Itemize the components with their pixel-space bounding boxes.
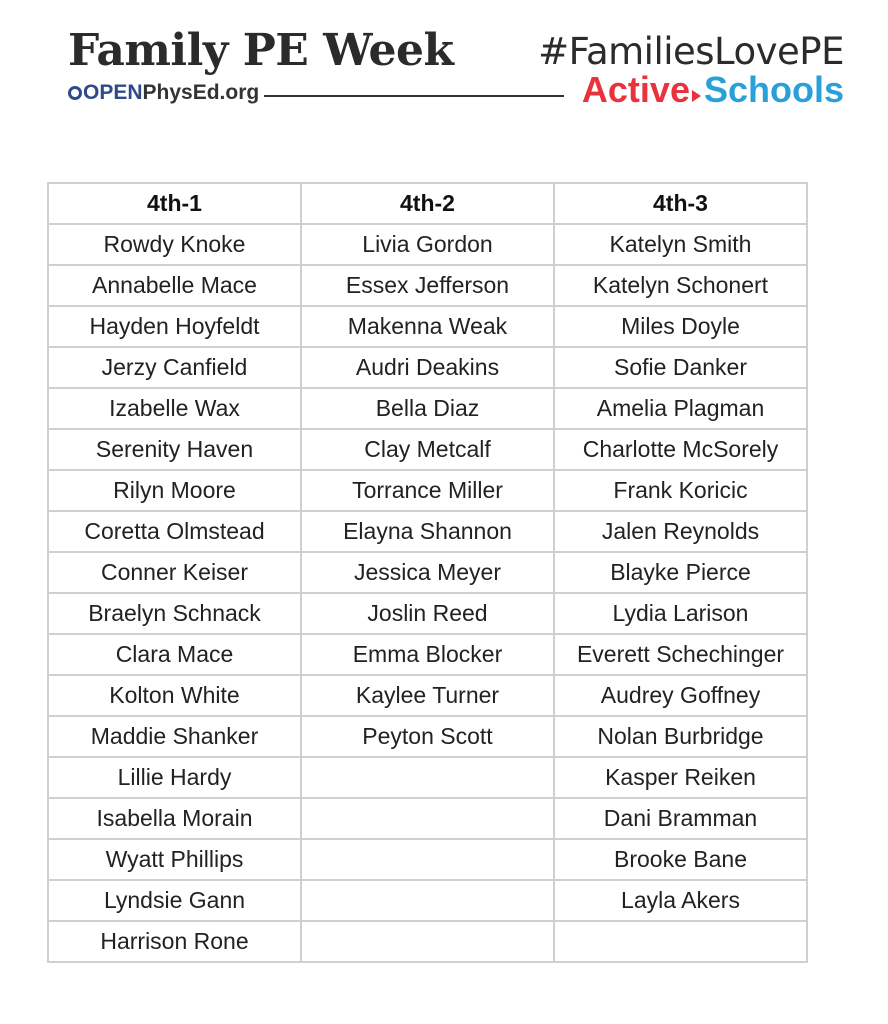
table-row <box>48 757 807 798</box>
table-row <box>48 429 807 470</box>
student-cell <box>301 839 554 880</box>
student-cell: Serenity Haven <box>48 429 301 470</box>
table-row <box>48 388 807 429</box>
column-header: 4th-1 <box>48 183 301 224</box>
table-row <box>48 634 807 675</box>
table-row <box>48 798 807 839</box>
open-logo <box>68 80 143 106</box>
student-cell: Miles Doyle <box>554 306 807 347</box>
table-row <box>48 921 807 962</box>
page-title: Family PE Week <box>68 25 454 76</box>
student-cell <box>301 757 554 798</box>
site-open-text: OPEN <box>83 81 143 104</box>
student-cell: Jalen Reynolds <box>554 511 807 552</box>
student-cell: Lillie Hardy <box>48 757 301 798</box>
column-header: 4th-2 <box>301 183 554 224</box>
student-cell: Dani Bramman <box>554 798 807 839</box>
table-header-row <box>48 183 807 224</box>
power-icon <box>68 86 82 100</box>
student-cell: Isabella Morain <box>48 798 301 839</box>
hashtag: #FamiliesLovePE <box>538 30 844 73</box>
student-cell: Rowdy Knoke <box>48 224 301 265</box>
site-rest-text: PhysEd.org <box>142 81 260 104</box>
table-row <box>48 839 807 880</box>
student-cell: Audrey Goffney <box>554 675 807 716</box>
student-cell: Lydia Larison <box>554 593 807 634</box>
student-cell: Blayke Pierce <box>554 552 807 593</box>
student-cell <box>301 798 554 839</box>
table-row <box>48 880 807 921</box>
student-cell <box>301 880 554 921</box>
student-cell: Harrison Rone <box>48 921 301 962</box>
roster-body <box>48 224 807 962</box>
student-cell: Charlotte McSorely <box>554 429 807 470</box>
roster-table <box>47 182 808 963</box>
table-row <box>48 511 807 552</box>
student-cell: Layla Akers <box>554 880 807 921</box>
student-cell: Emma Blocker <box>301 634 554 675</box>
student-cell: Brooke Bane <box>554 839 807 880</box>
student-cell <box>554 921 807 962</box>
student-cell: Nolan Burbridge <box>554 716 807 757</box>
table-row <box>48 347 807 388</box>
student-cell: Jerzy Canfield <box>48 347 301 388</box>
student-cell: Conner Keiser <box>48 552 301 593</box>
student-cell: Coretta Olmstead <box>48 511 301 552</box>
student-cell: Katelyn Smith <box>554 224 807 265</box>
column-header: 4th-3 <box>554 183 807 224</box>
student-cell: Kolton White <box>48 675 301 716</box>
table-row <box>48 306 807 347</box>
student-cell: Bella Diaz <box>301 388 554 429</box>
student-cell: Essex Jefferson <box>301 265 554 306</box>
student-cell: Annabelle Mace <box>48 265 301 306</box>
student-cell: Everett Schechinger <box>554 634 807 675</box>
student-cell: Kaylee Turner <box>301 675 554 716</box>
active-schools-logo <box>582 70 844 110</box>
student-cell: Rilyn Moore <box>48 470 301 511</box>
student-cell: Sofie Danker <box>554 347 807 388</box>
arrow-icon <box>692 90 701 102</box>
student-cell: Wyatt Phillips <box>48 839 301 880</box>
table-row <box>48 675 807 716</box>
student-cell: Peyton Scott <box>301 716 554 757</box>
student-cell: Clay Metcalf <box>301 429 554 470</box>
brand-schools-text: Schools <box>703 69 844 110</box>
student-cell: Kasper Reiken <box>554 757 807 798</box>
table-row <box>48 224 807 265</box>
table-row <box>48 265 807 306</box>
student-cell: Izabelle Wax <box>48 388 301 429</box>
table-row <box>48 593 807 634</box>
student-cell: Clara Mace <box>48 634 301 675</box>
header-left <box>68 26 453 76</box>
student-cell: Jessica Meyer <box>301 552 554 593</box>
table-row <box>48 716 807 757</box>
student-cell: Hayden Hoyfeldt <box>48 306 301 347</box>
student-cell: Katelyn Schonert <box>554 265 807 306</box>
student-cell: Joslin Reed <box>301 593 554 634</box>
header-divider <box>264 95 564 97</box>
student-cell: Makenna Weak <box>301 306 554 347</box>
student-cell: Amelia Plagman <box>554 388 807 429</box>
site-logo <box>68 80 259 106</box>
table-row <box>48 552 807 593</box>
table-row <box>48 470 807 511</box>
student-cell: Lyndsie Gann <box>48 880 301 921</box>
student-cell: Torrance Miller <box>301 470 554 511</box>
student-cell: Maddie Shanker <box>48 716 301 757</box>
student-cell: Frank Koricic <box>554 470 807 511</box>
brand-active-text: Active <box>581 69 690 110</box>
student-cell: Elayna Shannon <box>301 511 554 552</box>
student-cell: Braelyn Schnack <box>48 593 301 634</box>
student-cell: Audri Deakins <box>301 347 554 388</box>
student-cell: Livia Gordon <box>301 224 554 265</box>
student-cell <box>301 921 554 962</box>
